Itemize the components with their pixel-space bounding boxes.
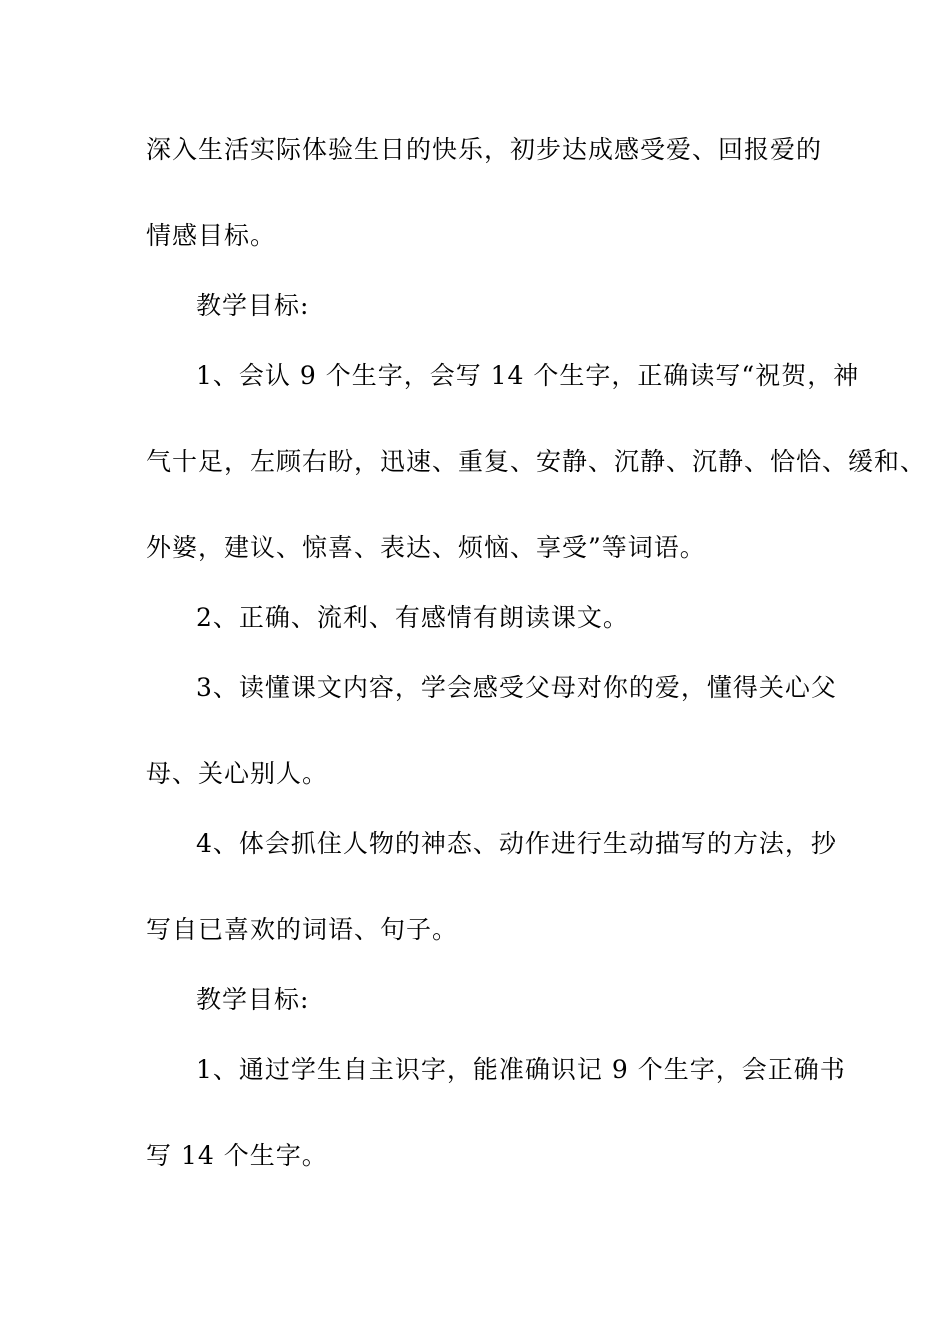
list-item-line: 2、正确、流利、有感情有朗读课文。 [196,603,629,632]
list-item-line: 3、读懂课文内容，学会感受父母对你的爱，懂得关心父 [196,673,837,702]
list-item-line: 气十足，左顾右盼，迅速、重复、安静、沉静、沉静、恰恰、缓和、 [146,447,927,476]
paragraph-line: 情感目标。 [146,221,277,250]
list-item-line: 1、会认 9 个生字，会写 14 个生字，正确读写“祝贺，神 [196,361,860,390]
list-item-line: 写 14 个生字。 [146,1141,328,1170]
list-item-line: 4、体会抓住人物的神态、动作进行生动描写的方法，抄 [196,829,837,858]
section-heading: 教学目标: [196,985,310,1014]
list-item-line: 外婆，建议、惊喜、表达、烦恼、享受”等词语。 [146,533,706,562]
paragraph-line: 深入生活实际体验生日的快乐，初步达成感受爱、回报爱的 [146,135,823,164]
list-item-line: 1、通过学生自主识字，能准确识记 9 个生字，会正确书 [196,1055,846,1084]
list-item-line: 写自已喜欢的词语、句子。 [146,915,459,944]
section-heading: 教学目标: [196,291,310,320]
list-item-line: 母、关心别人。 [146,759,329,788]
